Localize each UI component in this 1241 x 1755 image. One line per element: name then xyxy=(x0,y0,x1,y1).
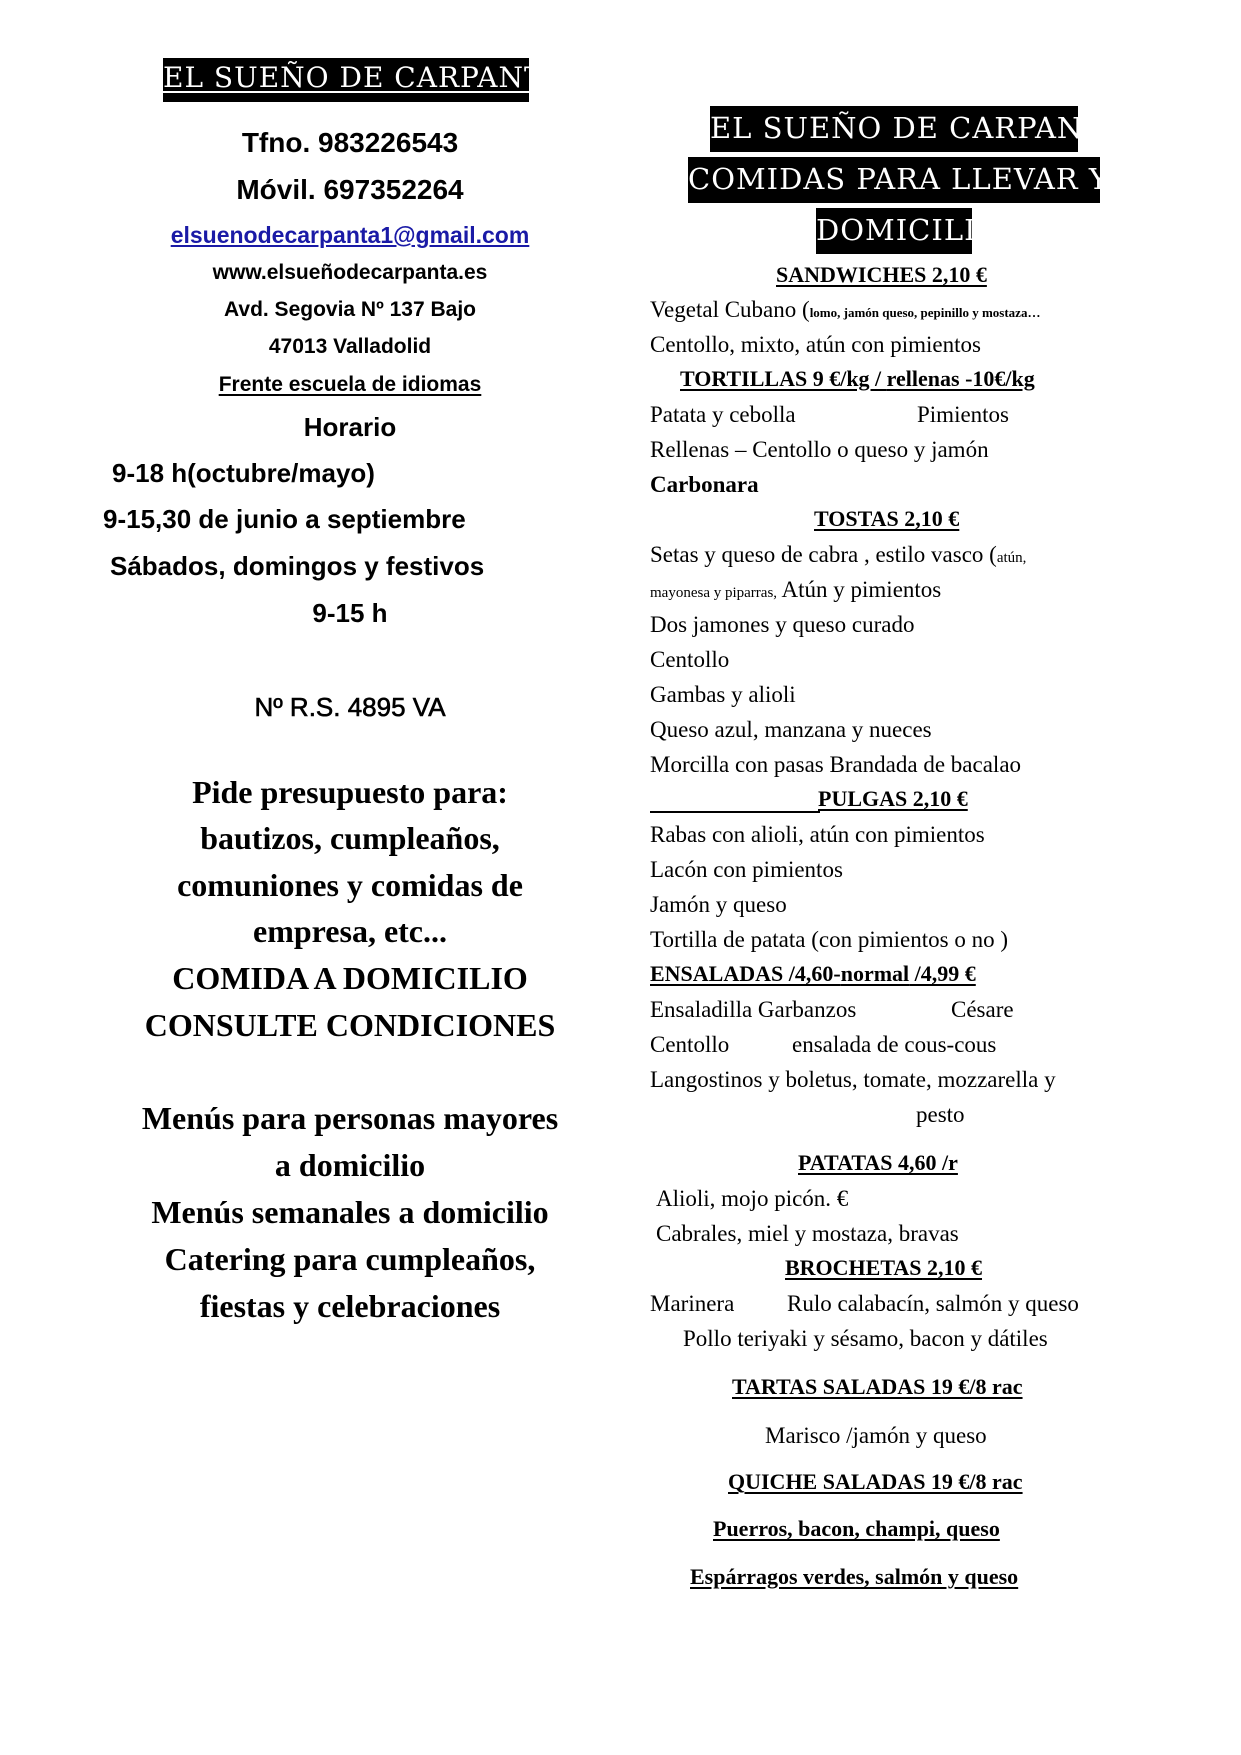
website: www.elsueñodecarpanta.es xyxy=(212,261,488,284)
menu-item xyxy=(650,543,1026,566)
menu-item-detail: lomo, jamón queso, pepinillo y mostaza… xyxy=(809,305,1041,320)
menu-item: Rulo calabacín, salmón y queso xyxy=(787,1291,1079,1316)
service-line: Menús para personas mayores xyxy=(141,1100,559,1136)
hours-line: 9-18 h(octubre/mayo) xyxy=(112,458,375,488)
menu-item: Cabrales, miel y mostaza, bravas xyxy=(656,1221,959,1246)
menu-item: Centollo, mixto, atún con pimientos xyxy=(650,332,981,357)
right-title-banner: EL SUEÑO DE CARPANTA xyxy=(710,106,1078,152)
promo-line: empresa, etc... xyxy=(253,913,447,949)
service-line: a domicilio xyxy=(274,1147,426,1183)
menu-item-main: Atún y pimientos xyxy=(777,577,942,602)
menu-item xyxy=(650,578,941,601)
service-line: fiestas y celebraciones xyxy=(199,1288,501,1324)
quiche-item: Espárragos verdes, salmón y queso xyxy=(690,1564,1019,1589)
ensaladas-price-alt: /4,99 € xyxy=(909,961,976,986)
delivery-line: COMIDA A DOMICILIO xyxy=(172,960,528,996)
ensaladas-normal-label: normal xyxy=(840,961,910,986)
menu-item: pesto xyxy=(916,1102,965,1127)
promo-line: comuniones y comidas de xyxy=(177,867,523,903)
menu-item-detail: mayonesa y piparras, xyxy=(650,585,778,601)
quiche-heading: QUICHE SALADAS 19 €/8 rac xyxy=(728,1469,1023,1494)
phone-number: Tfno. 983226543 xyxy=(241,127,459,158)
registry-number: Nº R.S. 4895 VA xyxy=(254,692,446,722)
menu-item: Tortilla de patata (con pimientos o no ) xyxy=(650,927,1008,952)
menu-item-detail: atún, xyxy=(996,550,1027,566)
menu-item: Jamón y queso xyxy=(650,892,787,917)
menu-item: Langostinos y boletus, tomate, mozzarella y xyxy=(650,1067,1056,1092)
service-line: Menús semanales a domicilio xyxy=(151,1194,549,1230)
promo-line: bautizos, cumpleaños, xyxy=(200,820,500,856)
tortillas-rellenas-price: rellenas -10€/kg xyxy=(886,366,1035,391)
menu-item: Morcilla con pasas Brandada de bacalao xyxy=(650,752,1022,777)
menu-item: Pimientos xyxy=(917,402,1010,427)
menu-item: ensalada de cous-cous xyxy=(792,1032,997,1057)
email-container xyxy=(0,224,700,247)
landmark: Frente escuela de idiomas xyxy=(218,373,482,396)
menu-item: Rabas con alioli, atún con pimientos xyxy=(650,822,985,847)
menu-item: Carbonara xyxy=(650,472,759,497)
brochetas-heading: BROCHETAS 2,10 € xyxy=(785,1255,983,1280)
menu-item: Lacón con pimientos xyxy=(650,857,843,882)
menu-item: Alioli, mojo picón. € xyxy=(656,1186,849,1211)
quiche-item: Puerros, bacon, champi, queso xyxy=(713,1516,1000,1541)
hours-line: Sábados, domingos y festivos xyxy=(110,551,485,581)
promo-line: Pide presupuesto para: xyxy=(192,774,508,810)
sandwiches-heading: SANDWICHES 2,10 € xyxy=(776,262,987,287)
right-subtitle-banner: COMIDAS PARA LLEVAR Y A xyxy=(688,157,1100,203)
tartas-heading: TARTAS SALADAS 19 €/8 rac xyxy=(732,1374,1023,1399)
right-subtitle-banner: DOMICILIO xyxy=(816,208,972,254)
menu-item: Dos jamones y queso curado xyxy=(650,612,915,637)
menu-item: Marinera xyxy=(650,1291,735,1316)
menu-item: Centollo xyxy=(650,647,730,672)
ensaladas-heading xyxy=(650,963,976,985)
menu-item: Gambas y alioli xyxy=(650,682,796,707)
address-city: 47013 Valladolid xyxy=(268,335,432,358)
menu-item-main: Setas y queso de cabra , estilo vasco ( xyxy=(650,542,997,567)
patatas-heading: PATATAS 4,60 /r xyxy=(798,1150,958,1175)
hours-line: 9-15 h xyxy=(312,598,388,628)
menu-item xyxy=(650,298,1040,321)
email-link[interactable]: elsuenodecarpanta1@gmail.com xyxy=(170,222,530,248)
hours-title: Horario xyxy=(303,412,397,442)
menu-item: Ensaladilla Garbanzos xyxy=(650,997,857,1022)
pulgas-heading: PULGAS 2,10 € xyxy=(818,786,968,811)
address-street: Avd. Segovia Nº 137 Bajo xyxy=(224,298,476,321)
menu-item: Césare xyxy=(951,997,1014,1022)
menu-item: Pollo teriyaki y sésamo, bacon y dátiles xyxy=(683,1326,1048,1351)
left-title-banner: EL SUEÑO DE CARPANTA xyxy=(163,58,529,102)
service-line: Catering para cumpleaños, xyxy=(164,1241,536,1277)
ensaladas-price: ENSALADAS /4,60- xyxy=(650,961,841,986)
tortillas-price: TORTILLAS 9 €/kg / xyxy=(680,366,887,391)
menu-item-main: Vegetal Cubano ( xyxy=(650,297,810,322)
menu-item: Marisco /jamón y queso xyxy=(765,1423,987,1448)
tortillas-heading xyxy=(680,368,1035,390)
mobile-number: Móvil. 697352264 xyxy=(236,174,464,205)
tostas-heading: TOSTAS 2,10 € xyxy=(814,506,960,531)
menu-item: Centollo xyxy=(650,1032,730,1057)
pulgas-underline-rule xyxy=(650,811,820,813)
hours-line: 9-15,30 de junio a septiembre xyxy=(103,504,466,534)
conditions-line: CONSULTE CONDICIONES xyxy=(144,1007,556,1043)
menu-item: Queso azul, manzana y nueces xyxy=(650,717,932,742)
menu-item: Rellenas – Centollo o queso y jamón xyxy=(650,437,989,462)
menu-item: Patata y cebolla xyxy=(650,402,796,427)
